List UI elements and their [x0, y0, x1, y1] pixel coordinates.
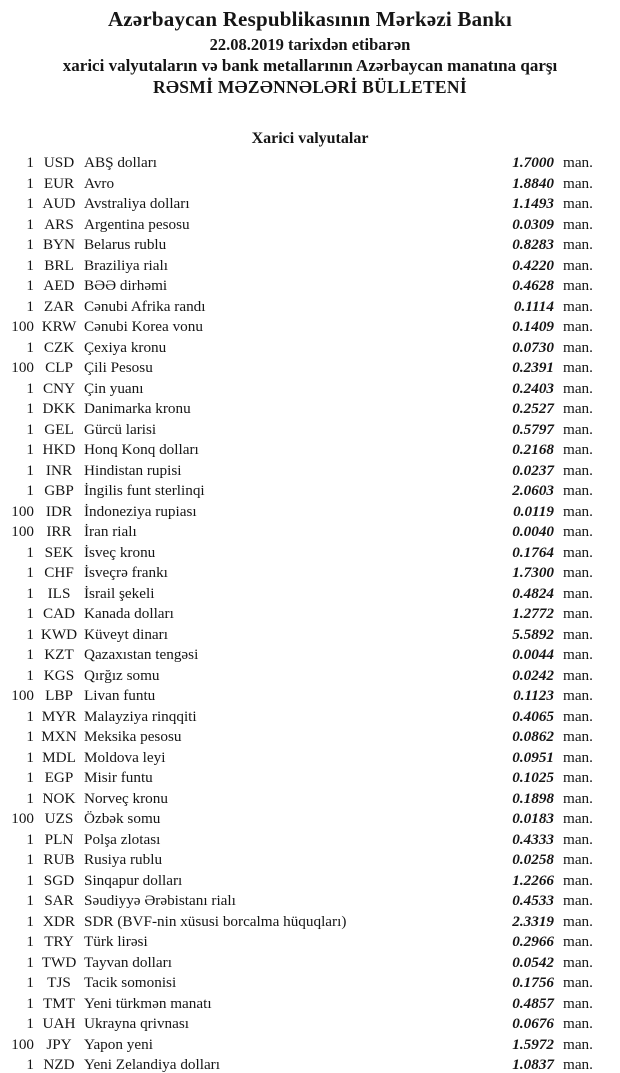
- rate-row: [0, 584, 598, 605]
- quantity: 1: [26, 892, 34, 909]
- currency-code: MYR: [41, 707, 77, 725]
- currency-code: GBP: [44, 482, 74, 499]
- rate-value: 0.1764: [512, 543, 554, 561]
- quantity: 1: [26, 215, 34, 233]
- quantity: 1: [26, 871, 34, 889]
- currency-name: SDR (BVF-nin xüsusi borcalma hüquqları): [84, 912, 347, 930]
- currency-code: AUD: [42, 195, 76, 212]
- quantity: 1: [26, 830, 34, 848]
- quantity: 1: [26, 666, 34, 684]
- rate-value: 1.2772: [512, 605, 554, 622]
- rate-row: [0, 748, 598, 769]
- effective-date-line: 22.08.2019 tarixdən etibarən: [209, 35, 411, 54]
- currency-name: Yeni türkmən manatı: [84, 994, 212, 1012]
- quantity: 100: [11, 502, 34, 520]
- rate-value: 0.1898: [512, 789, 554, 807]
- rate-value: 5.5892: [512, 625, 554, 643]
- rate-value: 0.1025: [512, 769, 554, 786]
- currency-code: NOK: [42, 789, 76, 807]
- rate-row: [0, 379, 598, 400]
- currency-name: Danimarka kronu: [84, 400, 191, 417]
- quantity: 1: [26, 256, 34, 274]
- rate-value: 1.7000: [512, 154, 554, 171]
- currency-code: GEL: [44, 420, 74, 438]
- rate-row: [0, 645, 598, 666]
- rate-value: 0.0951: [512, 748, 554, 766]
- currency-name: Hindistan rupisi: [84, 461, 182, 479]
- currency-name: Özbək somu: [84, 810, 161, 827]
- unit-label: man.: [563, 646, 593, 663]
- quantity: 100: [11, 359, 34, 376]
- quantity: 1: [26, 1056, 34, 1073]
- currency-name: Tayvan dolları: [84, 953, 172, 971]
- currency-name: Cənubi Afrika randı: [84, 297, 206, 315]
- quantity: 1: [26, 748, 34, 766]
- rate-row: [0, 994, 598, 1015]
- quantity: 1: [26, 297, 34, 315]
- rate-value: 0.4065: [512, 707, 554, 725]
- rate-value: 0.0119: [513, 502, 554, 520]
- rate-value: 2.0603: [512, 482, 554, 499]
- rate-value: 0.8283: [512, 236, 554, 253]
- unit-label: man.: [563, 523, 593, 540]
- rate-row: [0, 912, 598, 933]
- rate-value: 0.0309: [512, 215, 554, 233]
- currency-code: DKK: [42, 400, 76, 417]
- currency-name: Yapon yeni: [84, 1035, 153, 1053]
- quantity: 1: [26, 420, 34, 438]
- rate-row: [0, 1014, 598, 1035]
- quantity: 100: [11, 810, 34, 827]
- quantity: 100: [11, 523, 34, 540]
- currency-name: Kanada dolları: [84, 605, 174, 622]
- quantity: 1: [26, 277, 34, 294]
- rate-row: [0, 297, 598, 318]
- unit-label: man.: [563, 461, 593, 479]
- rate-row: [0, 276, 598, 297]
- currency-code: KRW: [41, 318, 77, 335]
- unit-label: man.: [563, 420, 593, 438]
- rate-value: 0.0258: [512, 851, 554, 868]
- rate-row: [0, 1035, 598, 1056]
- rate-row: [0, 481, 598, 502]
- currency-code: TMT: [42, 994, 76, 1012]
- rate-value: 1.7300: [512, 564, 554, 581]
- rate-row: [0, 666, 598, 687]
- currency-code: TRY: [44, 933, 74, 950]
- rate-value: 0.0040: [512, 523, 554, 540]
- rate-value: 0.4333: [512, 830, 554, 848]
- rate-row: [0, 809, 598, 830]
- currency-code: UZS: [44, 810, 74, 827]
- unit-label: man.: [563, 400, 593, 417]
- unit-label: man.: [563, 359, 593, 376]
- rate-value: 0.2403: [512, 379, 554, 397]
- unit-label: man.: [563, 687, 593, 704]
- rate-value: 0.1409: [512, 318, 554, 335]
- unit-label: man.: [563, 666, 593, 684]
- currency-name: Rusiya rublu: [84, 851, 163, 868]
- quantity: 1: [26, 174, 34, 192]
- unit-label: man.: [563, 789, 593, 807]
- currency-code: IDR: [45, 502, 73, 520]
- unit-label: man.: [563, 584, 593, 602]
- currency-code: EGP: [44, 769, 74, 786]
- currency-name: İsrail şekeli: [84, 584, 155, 602]
- rate-value: 2.3319: [512, 912, 554, 930]
- rate-row: [0, 625, 598, 646]
- rate-row: [0, 153, 598, 174]
- currency-code: MXN: [41, 728, 77, 745]
- quantity: 1: [26, 400, 34, 417]
- currency-name: İndoneziya rupiası: [84, 502, 197, 520]
- rate-value: 0.0183: [512, 810, 554, 827]
- unit-label: man.: [563, 502, 593, 520]
- currency-code: SAR: [44, 892, 74, 909]
- rate-row: [0, 891, 598, 912]
- currency-name: İran rialı: [84, 523, 137, 540]
- currency-name: ABŞ dolları: [84, 154, 157, 171]
- rate-value: 0.0730: [512, 338, 554, 356]
- currency-name: Honq Konq dolları: [84, 441, 199, 458]
- rate-value: 0.0044: [512, 646, 554, 663]
- quantity: 1: [26, 994, 34, 1012]
- unit-label: man.: [563, 564, 593, 581]
- unit-label: man.: [563, 1015, 593, 1032]
- currency-name: Cənubi Korea vonu: [84, 318, 203, 335]
- unit-label: man.: [563, 441, 593, 458]
- currency-name: Avstraliya dolları: [84, 195, 190, 212]
- rates-table: [0, 153, 620, 1073]
- currency-name: Moldova leyi: [84, 748, 166, 766]
- quantity: 100: [11, 318, 34, 335]
- currency-name: Avro: [84, 174, 115, 192]
- unit-label: man.: [563, 338, 593, 356]
- unit-label: man.: [563, 748, 593, 766]
- currency-name: Çin yuanı: [84, 379, 144, 397]
- currency-code: CLP: [45, 359, 73, 376]
- unit-label: man.: [563, 256, 593, 274]
- currency-code: KWD: [40, 625, 78, 643]
- unit-label: man.: [563, 830, 593, 848]
- rate-value: 0.4533: [512, 892, 554, 909]
- quantity: 1: [26, 379, 34, 397]
- unit-label: man.: [563, 277, 593, 294]
- unit-label: man.: [563, 851, 593, 868]
- unit-label: man.: [563, 871, 593, 889]
- rate-row: [0, 973, 598, 994]
- currency-code: UAH: [42, 1015, 76, 1032]
- currency-name: Tacik somonisi: [84, 974, 177, 991]
- unit-label: man.: [563, 297, 593, 315]
- rate-row: [0, 789, 598, 810]
- rate-row: [0, 317, 598, 338]
- quantity: 1: [26, 625, 34, 643]
- rate-row: [0, 871, 598, 892]
- quantity: 1: [26, 728, 34, 745]
- quantity: 1: [26, 338, 34, 356]
- unit-label: man.: [563, 215, 593, 233]
- rate-row: [0, 932, 598, 953]
- rate-value: 0.4628: [512, 277, 554, 294]
- currency-code: CNY: [42, 379, 76, 397]
- rate-row: [0, 953, 598, 974]
- quantity: 1: [26, 933, 34, 950]
- quantity: 1: [26, 482, 34, 499]
- unit-label: man.: [563, 1035, 593, 1053]
- currency-name: Türk lirəsi: [84, 933, 148, 950]
- quantity: 1: [26, 564, 34, 581]
- currency-code: KGS: [43, 666, 75, 684]
- currency-code: CAD: [42, 605, 76, 622]
- quantity: 1: [26, 154, 34, 171]
- quantity: 1: [26, 543, 34, 561]
- rate-value: 0.1756: [512, 974, 554, 991]
- currency-code: ARS: [44, 215, 74, 233]
- currency-name: Ukrayna qrivnası: [84, 1015, 190, 1032]
- rate-value: 0.2966: [512, 933, 554, 950]
- unit-label: man.: [563, 236, 593, 253]
- currency-name: İngilis funt sterlinqi: [84, 482, 205, 499]
- quantity: 1: [26, 236, 34, 253]
- rate-row: [0, 563, 598, 584]
- currency-code: AED: [43, 277, 75, 294]
- currency-code: HKD: [42, 441, 76, 458]
- rate-row: [0, 194, 598, 215]
- rate-value: 0.1114: [513, 297, 554, 315]
- rate-row: [0, 338, 598, 359]
- currency-name: Belarus rublu: [84, 236, 167, 253]
- unit-label: man.: [563, 195, 593, 212]
- rate-value: 0.0242: [512, 666, 554, 684]
- currency-name: Polşa zlotası: [84, 830, 161, 848]
- rate-value: 0.0542: [512, 953, 554, 971]
- currency-code: SEK: [44, 543, 74, 561]
- rate-row: [0, 727, 598, 748]
- currency-code: EUR: [43, 174, 75, 192]
- currency-code: INR: [45, 461, 73, 479]
- currency-code: RUB: [43, 851, 75, 868]
- currency-name: BƏƏ dirhəmi: [84, 277, 168, 294]
- rate-row: [0, 707, 598, 728]
- currency-code: CHF: [44, 564, 74, 581]
- rate-value: 1.1493: [512, 195, 554, 212]
- rate-value: 0.4220: [512, 256, 554, 274]
- unit-label: man.: [563, 707, 593, 725]
- unit-label: man.: [563, 605, 593, 622]
- currency-name: Səudiyyə Ərəbistanı rialı: [84, 892, 236, 909]
- unit-label: man.: [563, 543, 593, 561]
- currency-name: Sinqapur dolları: [84, 871, 183, 889]
- rate-value: 0.0237: [512, 461, 554, 479]
- unit-label: man.: [563, 728, 593, 745]
- rate-row: [0, 235, 598, 256]
- rate-row: [0, 522, 598, 543]
- bulletin-title: RƏSMİ MƏZƏNNƏLƏRİ BÜLLETENİ: [153, 77, 467, 97]
- rate-value: 0.2527: [512, 400, 554, 417]
- quantity: 1: [26, 441, 34, 458]
- rate-row: [0, 256, 598, 277]
- unit-label: man.: [563, 769, 593, 786]
- currency-code: CZK: [43, 338, 75, 356]
- quantity: 100: [11, 1035, 34, 1053]
- rate-value: 0.4824: [512, 584, 554, 602]
- unit-label: man.: [563, 482, 593, 499]
- currency-name: İsveçrə frankı: [84, 564, 168, 581]
- rate-row: [0, 850, 598, 871]
- rate-row: [0, 461, 598, 482]
- currency-name: Küveyt dinarı: [84, 625, 168, 643]
- currency-name: İsveç kronu: [84, 543, 156, 561]
- currency-code: MDL: [42, 748, 76, 766]
- currency-code: JPY: [46, 1035, 72, 1053]
- currency-code: KZT: [44, 646, 74, 663]
- quantity: 1: [26, 461, 34, 479]
- unit-label: man.: [563, 933, 593, 950]
- currency-code: NZD: [43, 1056, 75, 1073]
- currency-code: PLN: [44, 830, 74, 848]
- currency-name: Qırğız somu: [84, 666, 160, 684]
- unit-label: man.: [563, 994, 593, 1012]
- currency-code: TJS: [47, 974, 71, 991]
- rate-row: [0, 604, 598, 625]
- rate-row: [0, 686, 598, 707]
- currency-code: USD: [43, 154, 75, 171]
- unit-label: man.: [563, 379, 593, 397]
- quantity: 1: [26, 974, 34, 991]
- quantity: 1: [26, 605, 34, 622]
- subject-line: xarici valyutaların və bank metallarının Azərbaycan manatına qarşı: [62, 56, 558, 75]
- currency-code: SGD: [43, 871, 75, 889]
- currency-name: Yeni Zelandiya dolları: [84, 1056, 220, 1073]
- rate-row: [0, 1055, 598, 1073]
- rate-row: [0, 440, 598, 461]
- currency-name: Çili Pesosu: [84, 359, 153, 376]
- rate-value: 0.5797: [512, 420, 554, 438]
- rate-value: 0.0862: [512, 728, 554, 745]
- rate-value: 0.2168: [512, 441, 554, 458]
- currency-code: BYN: [42, 236, 76, 253]
- unit-label: man.: [563, 1056, 593, 1073]
- quantity: 1: [26, 584, 34, 602]
- quantity: 1: [26, 1015, 34, 1032]
- currency-name: Gürcü larisi: [84, 420, 157, 438]
- rate-row: [0, 358, 598, 379]
- rate-row: [0, 174, 598, 195]
- unit-label: man.: [563, 810, 593, 827]
- unit-label: man.: [563, 318, 593, 335]
- quantity: 1: [26, 707, 34, 725]
- rate-row: [0, 420, 598, 441]
- rate-row: [0, 399, 598, 420]
- rate-value: 0.1123: [513, 687, 554, 704]
- currency-code: ZAR: [43, 297, 75, 315]
- quantity: 1: [26, 769, 34, 786]
- rate-value: 1.0837: [512, 1056, 554, 1073]
- quantity: 1: [26, 195, 34, 212]
- rate-value: 1.2266: [512, 871, 554, 889]
- currency-code: TWD: [41, 953, 77, 971]
- rate-value: 1.8840: [512, 174, 554, 192]
- rate-value: 0.4857: [512, 994, 554, 1012]
- rate-value: 1.5972: [512, 1035, 554, 1053]
- rate-row: [0, 830, 598, 851]
- unit-label: man.: [563, 912, 593, 930]
- currency-name: Çexiya kronu: [84, 338, 167, 356]
- currency-name: Misir funtu: [84, 769, 153, 786]
- currency-code: IRR: [46, 523, 72, 540]
- currency-name: Malayziya rinqqiti: [84, 707, 197, 725]
- unit-label: man.: [563, 953, 593, 971]
- currency-code: ILS: [47, 584, 71, 602]
- currency-name: Argentina pesosu: [84, 215, 190, 233]
- currency-code: BRL: [44, 256, 74, 274]
- unit-label: man.: [563, 892, 593, 909]
- currency-name: Meksika pesosu: [84, 728, 182, 745]
- section-title: Xarici valyutalar: [251, 130, 369, 147]
- rate-row: [0, 502, 598, 523]
- currency-name: Norveç kronu: [84, 789, 168, 807]
- rate-row: [0, 215, 598, 236]
- unit-label: man.: [563, 625, 593, 643]
- quantity: 1: [26, 789, 34, 807]
- rate-value: 0.2391: [512, 359, 554, 376]
- currency-name: Qazaxıstan tengəsi: [84, 646, 199, 663]
- quantity: 100: [11, 687, 34, 704]
- rate-row: [0, 768, 598, 789]
- currency-name: Braziliya rialı: [84, 256, 168, 274]
- quantity: 1: [26, 953, 34, 971]
- bank-title: Azərbaycan Respublikasının Mərkəzi Bankı: [107, 7, 513, 31]
- currency-name: Livan funtu: [84, 687, 156, 704]
- rate-value: 0.0676: [512, 1015, 554, 1032]
- unit-label: man.: [563, 154, 593, 171]
- currency-code: LBP: [45, 687, 73, 704]
- quantity: 1: [26, 851, 34, 868]
- currency-code: XDR: [42, 912, 76, 930]
- rate-row: [0, 543, 598, 564]
- quantity: 1: [26, 646, 34, 663]
- quantity: 1: [26, 912, 34, 930]
- unit-label: man.: [563, 174, 593, 192]
- unit-label: man.: [563, 974, 593, 991]
